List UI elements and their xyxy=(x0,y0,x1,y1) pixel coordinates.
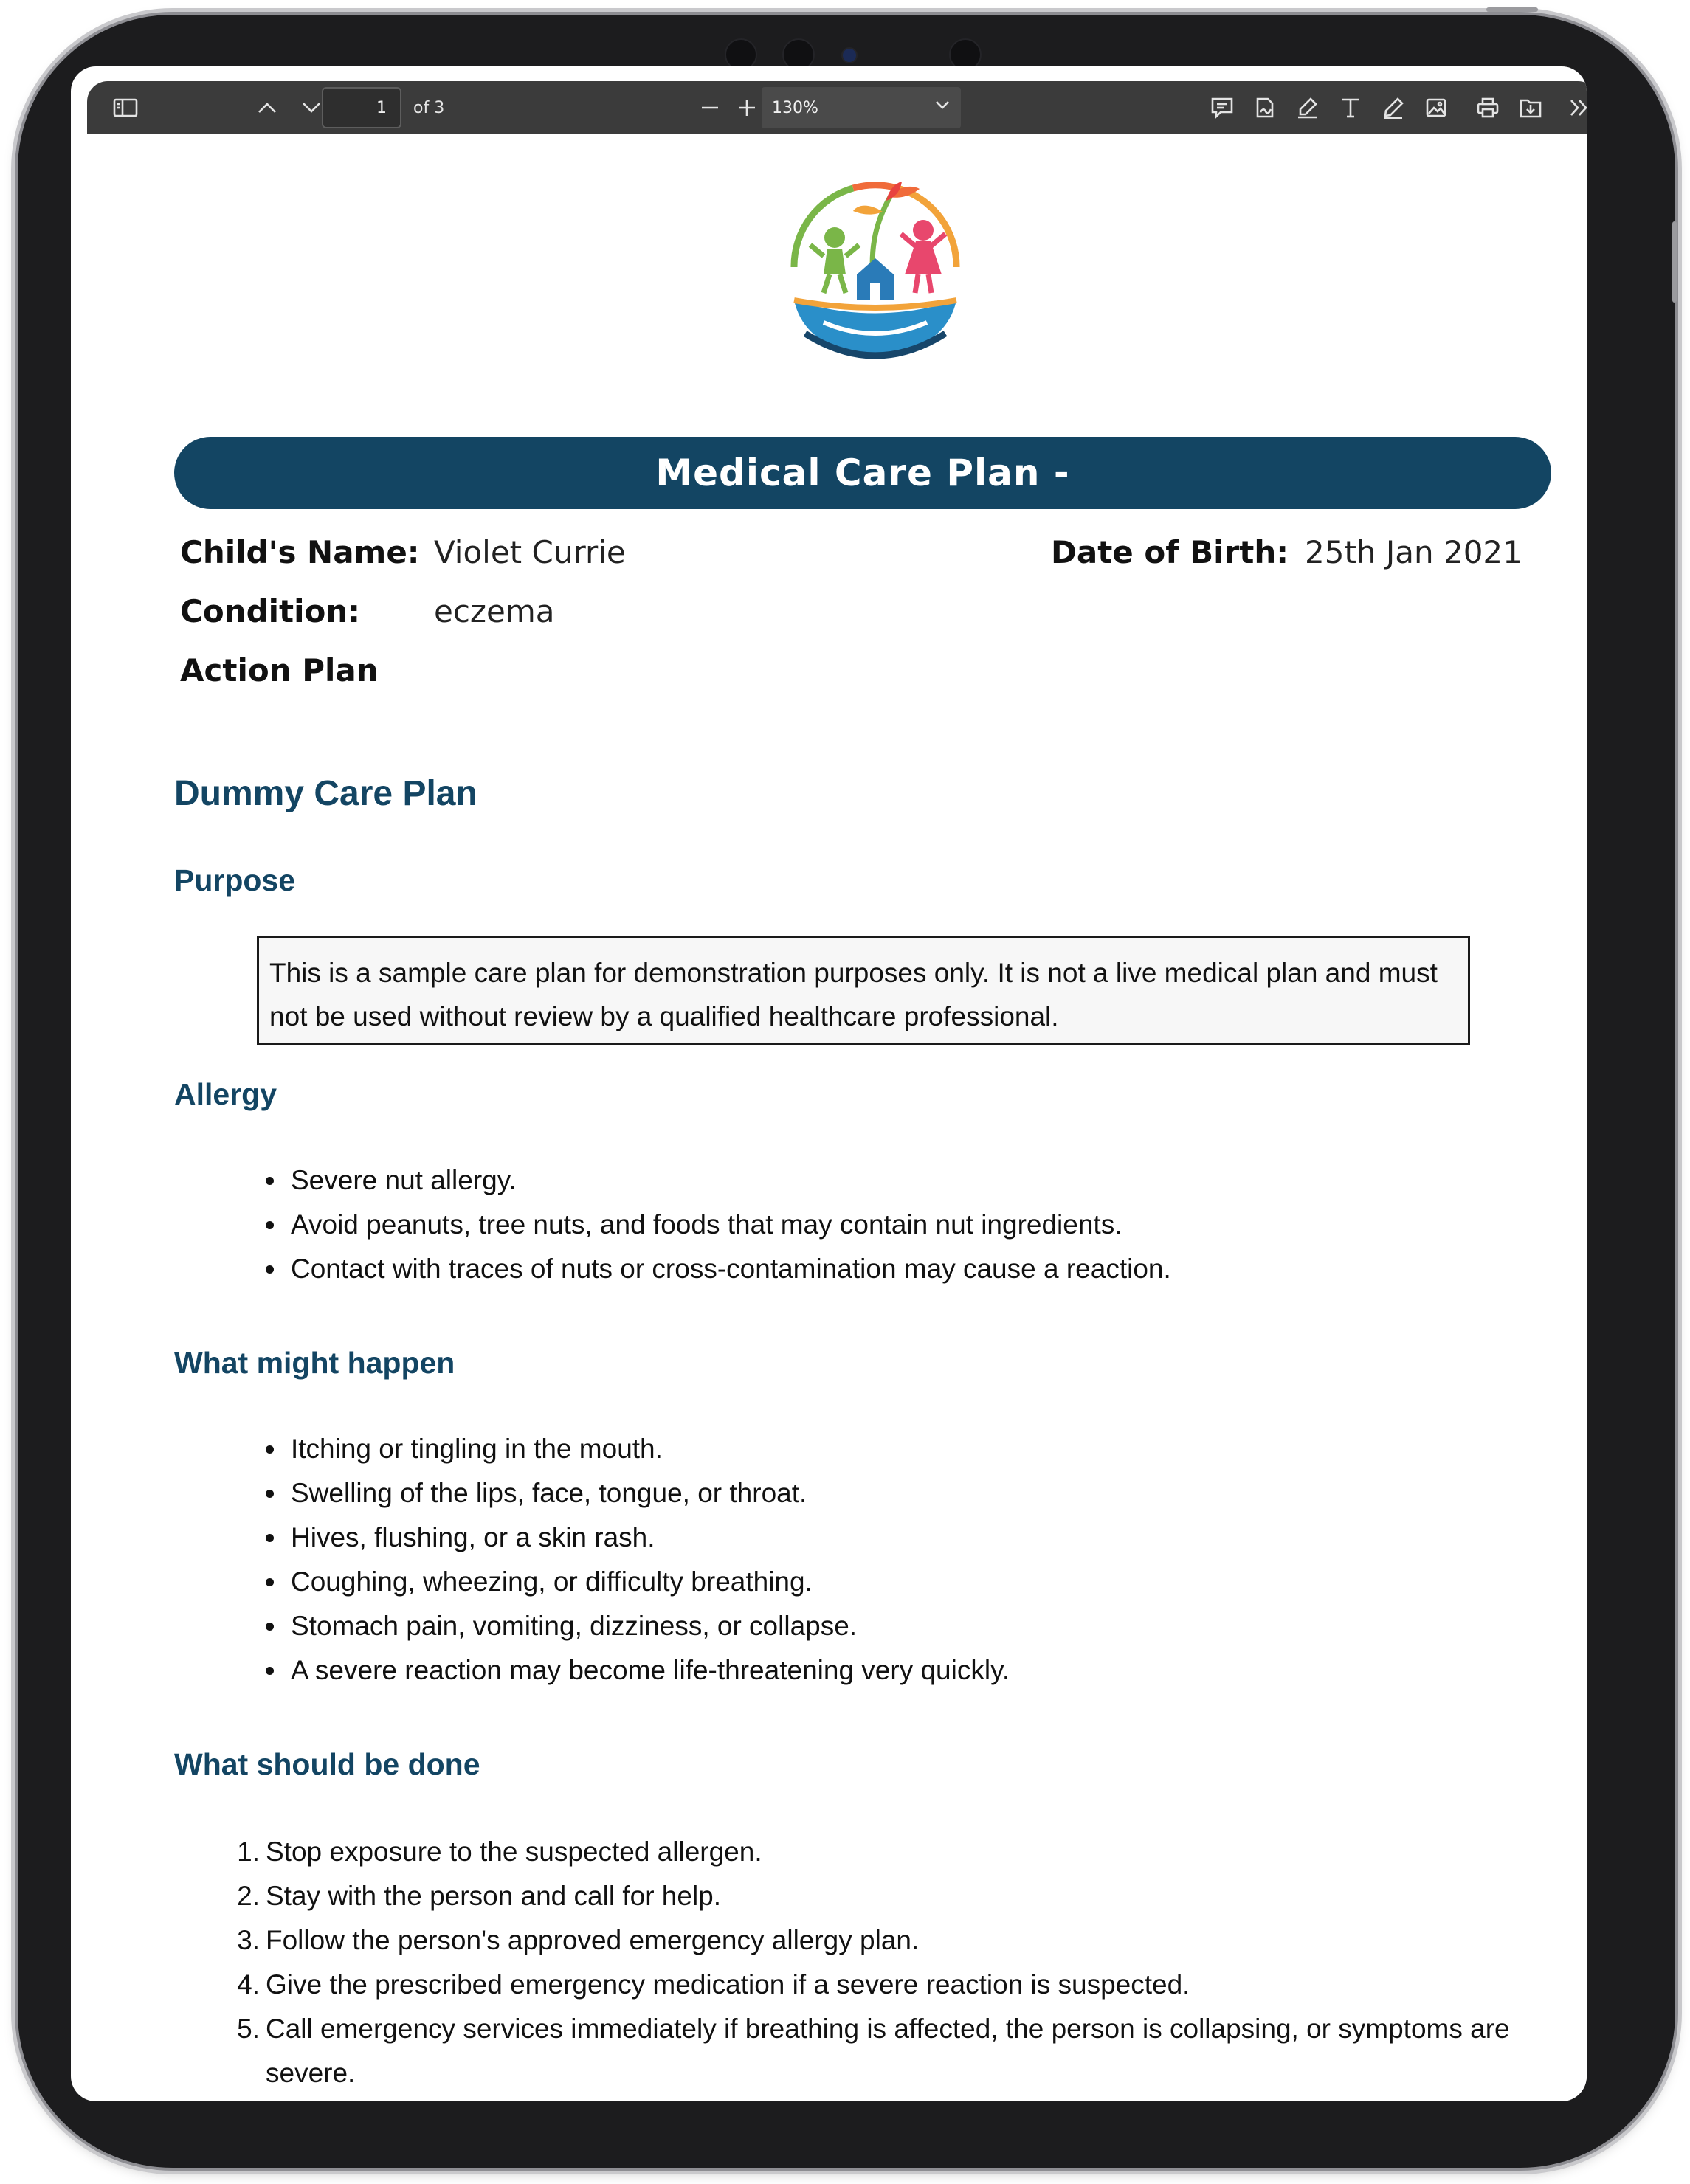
list-item: Contact with traces of nuts or cross-contamination may cause a reaction. xyxy=(261,1247,1516,1291)
highlight-icon[interactable] xyxy=(1289,87,1327,128)
list-item: 3. Follow the person's approved emergency allergy plan. xyxy=(237,1925,920,1955)
list-item: 1. Stop exposure to the suspected allergen. xyxy=(237,1836,762,1867)
allergy-list xyxy=(261,1158,1516,1291)
zoom-out-icon[interactable] xyxy=(691,87,729,128)
chevron-down-icon xyxy=(934,100,951,111)
list-item: 5. Call emergency services immediately if breathing is affected, the person is collapsing, or symptoms are severe. xyxy=(237,2014,1510,2088)
symptoms-list xyxy=(261,1427,1516,1693)
comment-icon[interactable] xyxy=(1203,87,1241,128)
list-item: Hives, flushing, or a skin rash. xyxy=(261,1516,1516,1560)
zoom-select[interactable] xyxy=(762,87,961,128)
condition-value: eczema xyxy=(434,593,555,629)
list-item: Stomach pain, vomiting, dizziness, or collapse. xyxy=(261,1604,1516,1648)
plan-title-banner: Medical Care Plan - xyxy=(174,437,1551,509)
page-count: of 3 xyxy=(413,98,445,117)
allergy-heading: Allergy xyxy=(174,1077,277,1111)
image-icon[interactable] xyxy=(1417,87,1455,128)
actions-list xyxy=(227,1830,1556,2095)
list-item: 4. Give the prescribed emergency medication if a severe reaction is suspected. xyxy=(237,1969,1190,2000)
plan-title: Dummy Care Plan xyxy=(174,774,477,813)
dob-value: 25th Jan 2021 xyxy=(1305,534,1522,570)
pdf-toolbar xyxy=(87,81,1587,134)
nursery-logo xyxy=(765,156,986,378)
list-item: Severe nut allergy. xyxy=(261,1158,1516,1203)
text-icon[interactable] xyxy=(1331,87,1370,128)
draw-icon[interactable] xyxy=(1374,87,1413,128)
what-should-be-done-heading: What should be done xyxy=(174,1747,480,1781)
chevron-up-icon[interactable] xyxy=(246,87,288,128)
screen xyxy=(71,66,1587,2101)
child-name-value: Violet Currie xyxy=(434,534,626,570)
print-icon[interactable] xyxy=(1469,87,1507,128)
sidebar-toggle-icon[interactable] xyxy=(105,87,146,128)
pdf-page xyxy=(100,134,1587,2101)
list-item: 2. Stay with the person and call for help. xyxy=(237,1881,722,1911)
action-plan-label: Action Plan xyxy=(180,652,379,688)
list-item: Itching or tingling in the mouth. xyxy=(261,1427,1516,1471)
more-tools-icon[interactable] xyxy=(1560,87,1587,128)
volume-button xyxy=(1672,221,1677,303)
what-might-happen-heading: What might happen xyxy=(174,1346,455,1380)
zoom-in-icon[interactable] xyxy=(728,87,766,128)
child-name-label: Child's Name: xyxy=(180,534,420,570)
top-button xyxy=(1486,7,1538,12)
camera-lens xyxy=(841,47,858,63)
condition-label: Condition: xyxy=(180,593,361,629)
list-item: Coughing, wheezing, or difficulty breathing. xyxy=(261,1560,1516,1604)
page-number-input[interactable]: 1 xyxy=(322,87,401,128)
dob-label: Date of Birth: xyxy=(1051,534,1289,570)
list-item: A severe reaction may become life-threatening very quickly. xyxy=(261,1648,1516,1693)
purpose-heading: Purpose xyxy=(174,863,296,897)
list-item: Avoid peanuts, tree nuts, and foods that may contain nut ingredients. xyxy=(261,1203,1516,1247)
purpose-notice: This is a sample care plan for demonstration purposes only. It is not a live medical plan and must not be used without review by a qualified healthcare professional. xyxy=(257,936,1470,1045)
list-item: Swelling of the lips, face, tongue, or throat. xyxy=(261,1471,1516,1516)
save-icon[interactable] xyxy=(1511,87,1550,128)
zoom-value: 130% xyxy=(772,98,818,117)
sign-icon[interactable] xyxy=(1246,87,1284,128)
